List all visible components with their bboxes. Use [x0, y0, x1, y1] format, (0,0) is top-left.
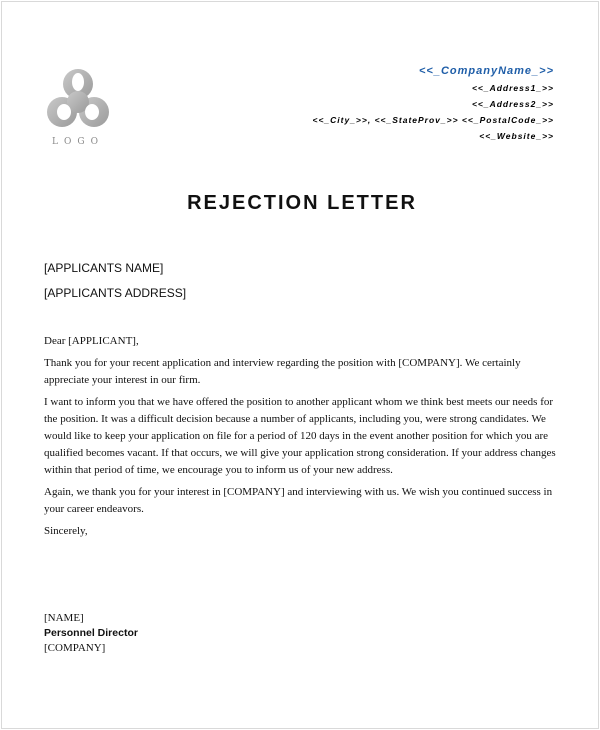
- logo-icon: [44, 62, 112, 134]
- signer-company: [COMPANY]: [44, 642, 106, 654]
- salutation: Dear [APPLICANT],: [44, 335, 139, 347]
- paragraph-1: Thank you for your recent application and interview regarding the position with [COMPANY]. We certainly appreciate your interest in our firm.: [44, 357, 521, 386]
- company-header: [312, 65, 554, 144]
- company-website: <<_Website_>>: [479, 131, 554, 141]
- signer-role: Personnel Director: [44, 627, 138, 639]
- closing: Sincerely,: [44, 525, 88, 537]
- company-name: <<_CompanyName_>>: [418, 65, 554, 77]
- applicant-name: [APPLICANTS NAME]: [44, 261, 164, 275]
- letter-page: [1, 1, 599, 729]
- letter-title: REJECTION LETTER: [187, 192, 417, 214]
- letter-body: [44, 333, 564, 545]
- logo-text: LOGO: [52, 137, 104, 147]
- company-logo: [44, 62, 112, 152]
- company-address1: <<_Address1_>>: [471, 83, 554, 93]
- applicant-address: [APPLICANTS ADDRESS]: [44, 286, 187, 300]
- paragraph-2: I want to inform you that we have offered the position to another applicant whom we think best meets our needs for the position. It was a difficult decision because a number of applicants, including you, were strong candidates. We would like to keep your application on file for a period of 120 days in the event another position for which you are qualified becomes vacant. If that occurs, we will give your application strong consideration. If your address changes within that period of time, we encourage you to inform us of your new address.: [44, 396, 556, 476]
- signature-block: [44, 611, 138, 656]
- company-address2: <<_Address2_>>: [471, 99, 554, 109]
- paragraph-3: Again, we thank you for your interest in [COMPANY] and interviewing with us. We wish you continued success in your career endeavors.: [44, 486, 553, 515]
- signer-name: [NAME]: [44, 612, 84, 624]
- company-city-line: <<_City_>>, <<_StateProv_>> <<_PostalCode_>>: [312, 115, 554, 125]
